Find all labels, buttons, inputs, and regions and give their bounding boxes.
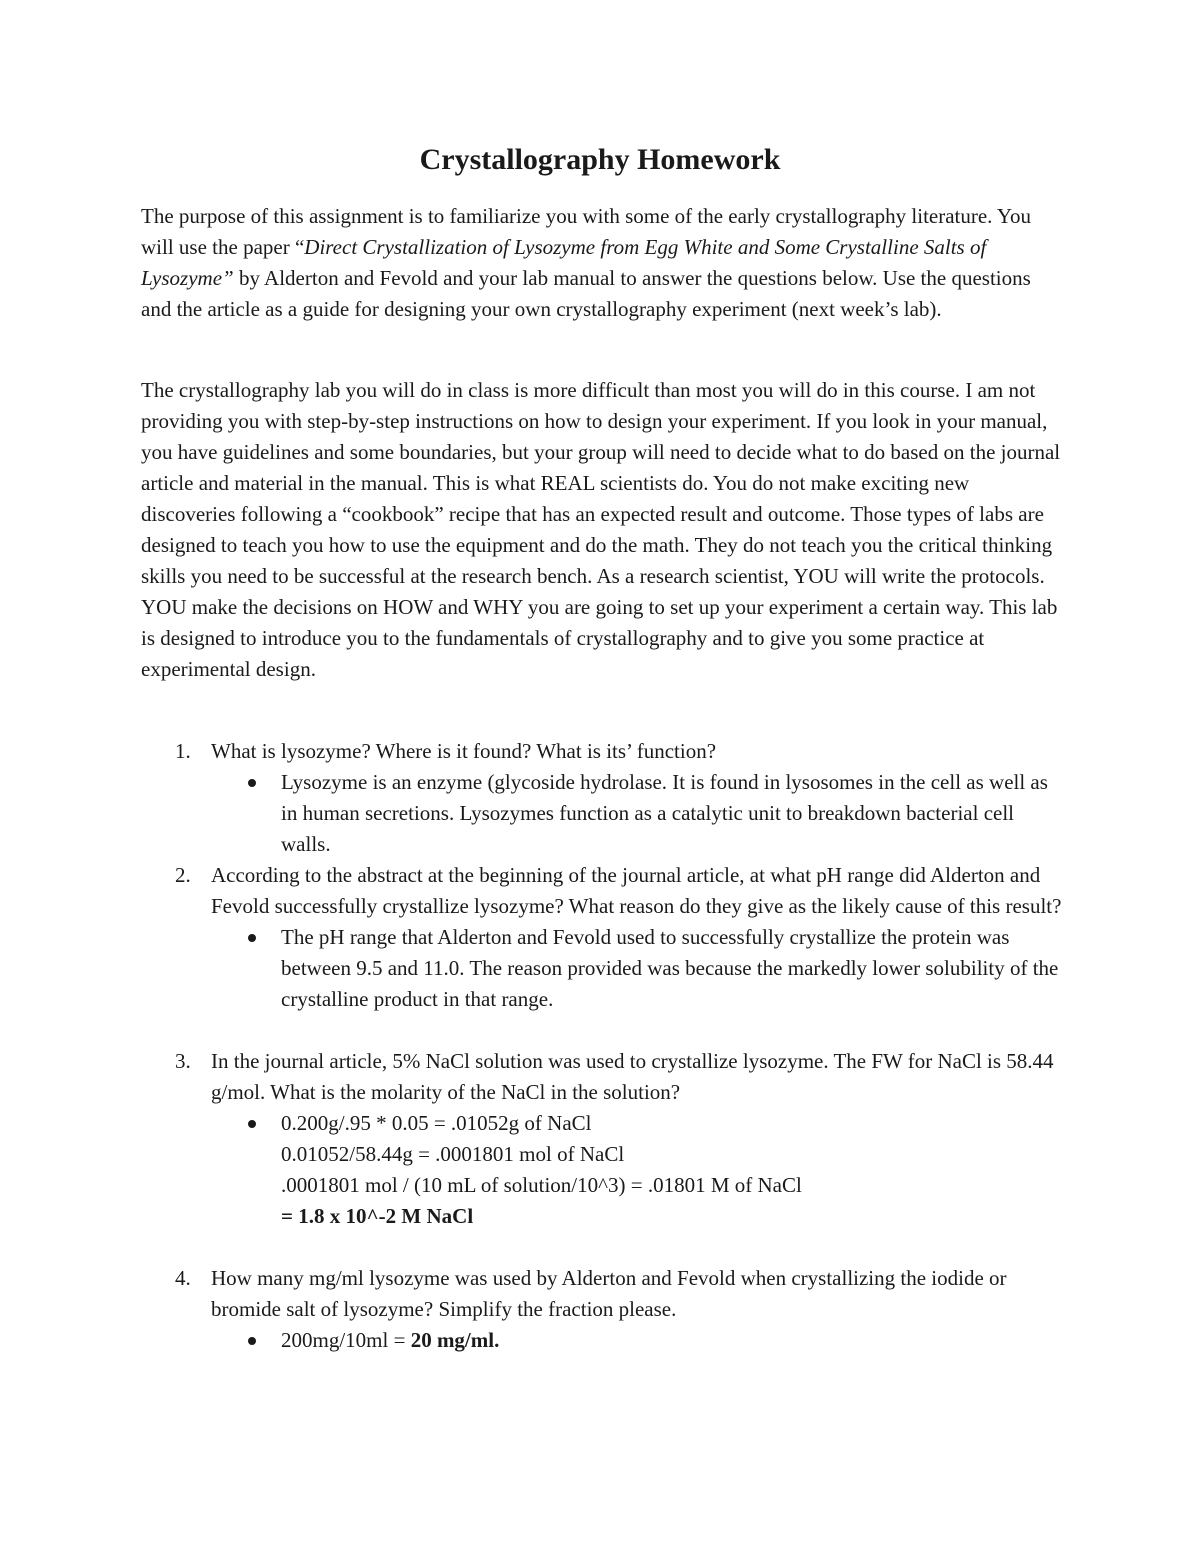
calculation-step: 0.01052/58.44g = .0001801 mol of NaCl: [281, 1142, 625, 1166]
answer-list: [211, 767, 1066, 860]
bullet-icon: [248, 1120, 256, 1128]
answer-text: The pH range that Alderton and Fevold used to successfully crystallize the protein was between 9.5 and 11.0. The reason provided was because the markedly lower solubility of the crystalline product in that range.: [281, 925, 1059, 1011]
bullet-icon: [248, 779, 256, 787]
question-item: [141, 1263, 1066, 1356]
question-item: [141, 860, 1066, 1015]
answer-item: [211, 1108, 1066, 1232]
question-text: What is lysozyme? Where is it found? What is its’ function?: [211, 739, 717, 763]
calculation-step: .0001801 mol / (10 mL of solution/10^3) = .01801 M of NaCl: [281, 1173, 802, 1197]
calculation-result: = 1.8 x 10^-2 M NaCl: [281, 1204, 474, 1228]
document-title: Crystallography Homework: [419, 143, 781, 176]
intro-text-start: The purpose of this assignment is to familiarize you with some of the early crystallography literature. You will use the paper “: [141, 204, 1031, 259]
answer-text: 200mg/10ml =: [281, 1328, 411, 1352]
question-item: [141, 1046, 1066, 1232]
bullet-icon: [248, 1337, 256, 1345]
bullet-icon: [248, 934, 256, 942]
answer-item: [211, 767, 1066, 860]
answer-item: [211, 1325, 1066, 1356]
question-number: 3.: [175, 1049, 191, 1073]
intro-paragraph: [141, 201, 1066, 325]
answer-list: [211, 1108, 1066, 1232]
lab-description-paragraph: The crystallography lab you will do in class is more difficult than most you will do in this course. I am not providing you with step-by-step instructions on how to design your experiment. If you look in your manual, you have guidelines and some boundaries, but your group will need to decide what to do based on the journal article and material in the manual. This is what REAL scientists do. You do not make exciting new discoveries following a “cookbook” recipe that has an expected result and outcome. Those types of labs are designed to teach you how to use the equipment and do the math. They do not teach you the critical thinking skills you need to be successful at the research bench. As a research scientist, YOU will write the protocols. YOU make the decisions on HOW and WHY you are going to set up your experiment a certain way. This lab is designed to introduce you to the fundamentals of crystallography and to give you some practice at experimental design.: [141, 378, 1061, 681]
intro-text-end: by Alderton and Fevold and your lab manual to answer the questions below. Use the questions and the article as a guide for designing your own crystallography experiment (next week’s lab).: [141, 266, 1031, 321]
question-text: According to the abstract at the beginning of the journal article, at what pH range did Alderton and Fevold successfully crystallize lysozyme? What reason do they give as the likely cause of this result?: [211, 863, 1062, 918]
answer-list: [211, 922, 1066, 1015]
answer-result: 20 mg/ml.: [410, 1328, 500, 1352]
question-item: [141, 736, 1066, 860]
answer-text: Lysozyme is an enzyme (glycoside hydrolase. It is found in lysosomes in the cell as well as in human secretions. Lysozymes function as a catalytic unit to breakdown bacterial cell walls.: [281, 770, 1048, 856]
answer-list: [211, 1325, 1066, 1356]
paper-title: Direct Crystallization of Lysozyme from Egg White and Some Crystalline Salts of Lysozyme”: [141, 235, 987, 290]
answer-item: [211, 922, 1066, 1015]
question-text: How many mg/ml lysozyme was used by Alderton and Fevold when crystallizing the iodide or bromide salt of lysozyme? Simplify the fraction please.: [211, 1266, 1007, 1321]
question-number: 4.: [175, 1266, 191, 1290]
question-list: [141, 736, 1066, 1356]
question-number: 1.: [175, 739, 191, 763]
question-number: 2.: [175, 863, 191, 887]
calculation-step: 0.200g/.95 * 0.05 = .01052g of NaCl: [281, 1111, 592, 1135]
question-text: In the journal article, 5% NaCl solution was used to crystallize lysozyme. The FW for NaCl is 58.44 g/mol. What is the molarity of the NaCl in the solution?: [211, 1049, 1054, 1104]
